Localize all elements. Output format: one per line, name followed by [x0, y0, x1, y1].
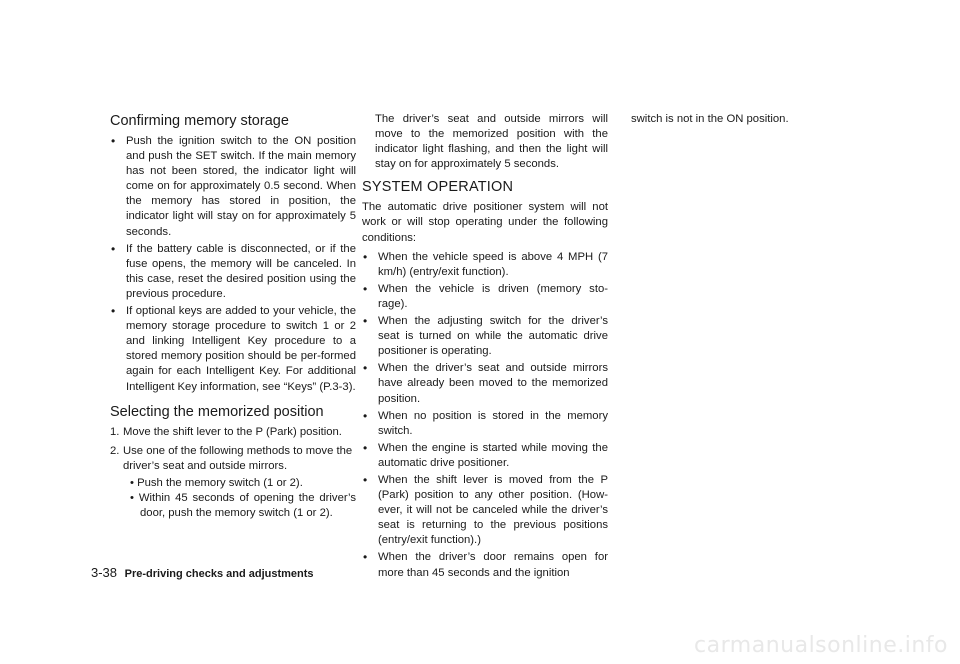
system-bullet-list [362, 250, 608, 581]
selecting-steps [110, 425, 356, 522]
list-item: • If optional keys are added to your vehicle, the memory storage procedure to switch 1 or 2 and linking Intelligent Key procedure to a stored memory position should be per-formed again for each Intelligent Key. For additional Intelligent Key information, see “Keys” (P.3-3). [110, 304, 356, 395]
system-intro: The automatic drive positioner system will not work or will stop operating under the following conditions: [362, 201, 608, 244]
list-item: • When the adjusting switch for the driver’s seat is turned on while the automatic drive positioner is operating. [362, 314, 608, 359]
page-footer [91, 565, 314, 582]
confirming-memory-title: Confirming memory storage [110, 113, 289, 129]
selecting-position-title: Selecting the memorized position [110, 403, 324, 420]
step-number: 2. [110, 444, 120, 457]
method-item: • Push the memory switch (1 or 2). [130, 476, 303, 489]
list-item: • When the driver’s door remains open for more than 45 seconds and the ignition [362, 550, 608, 580]
system-operation-title: SYSTEM OPERATION [362, 179, 514, 196]
watermark: carmanualsonline.info [694, 633, 948, 658]
system-bullet-continuation: switch is not in the ON position. [631, 113, 789, 125]
method-list [123, 476, 356, 521]
list-item: • When no position is stored in the memory switch. [362, 409, 608, 439]
method-item: • Within 45 seconds of opening the driver’s door, push the memory switch (1 or 2). [130, 491, 356, 520]
section-title: Pre-driving checks and adjustments [124, 568, 314, 580]
confirming-bullet-list [110, 134, 356, 395]
selecting-continuation: The driver’s seat and outside mirrors will move to the memorized position with the indicator light flashing, and then the light will stay on for approximately 5 seconds. [375, 113, 608, 171]
step-text: Use one of the following methods to move the driver’s seat and outside mirrors. [123, 444, 353, 472]
list-item: • When the vehicle is driven (memory sto-rage). [362, 282, 608, 312]
step-1 [110, 425, 356, 440]
step-number: 1. [110, 425, 120, 438]
list-item: • Push the ignition switch to the ON position and push the SET switch. If the main memory has not been stored, the indicator light will come on for approximately 0.5 second. When the memory has stored in position, the indicator light will stay on for approximately 5 seconds. [110, 134, 356, 240]
step-2 [110, 444, 356, 521]
column-2 [362, 112, 608, 583]
column-3 [615, 112, 861, 127]
list-item: • When the vehicle speed is above 4 MPH (7 km/h) (entry/exit function). [362, 250, 608, 280]
page-number: 3-38 [91, 565, 118, 580]
list-item: • When the driver’s seat and outside mirrors have already been moved to the memorized position. [362, 361, 608, 406]
list-item: • If the battery cable is disconnected, or if the fuse opens, the memory will be canceled. In this case, reset the desired position using the previous procedure. [110, 242, 356, 302]
list-item: • When the engine is started while moving the automatic drive positioner. [362, 441, 608, 471]
step-text: Move the shift lever to the P (Park) position. [123, 425, 342, 438]
list-item: • When the shift lever is moved from the P (Park) position to any other position. (How-ever, it will not be canceled while the driver’s seat is returning to the previous positions (entry/exit function).) [362, 473, 608, 548]
column-1 [110, 112, 356, 525]
